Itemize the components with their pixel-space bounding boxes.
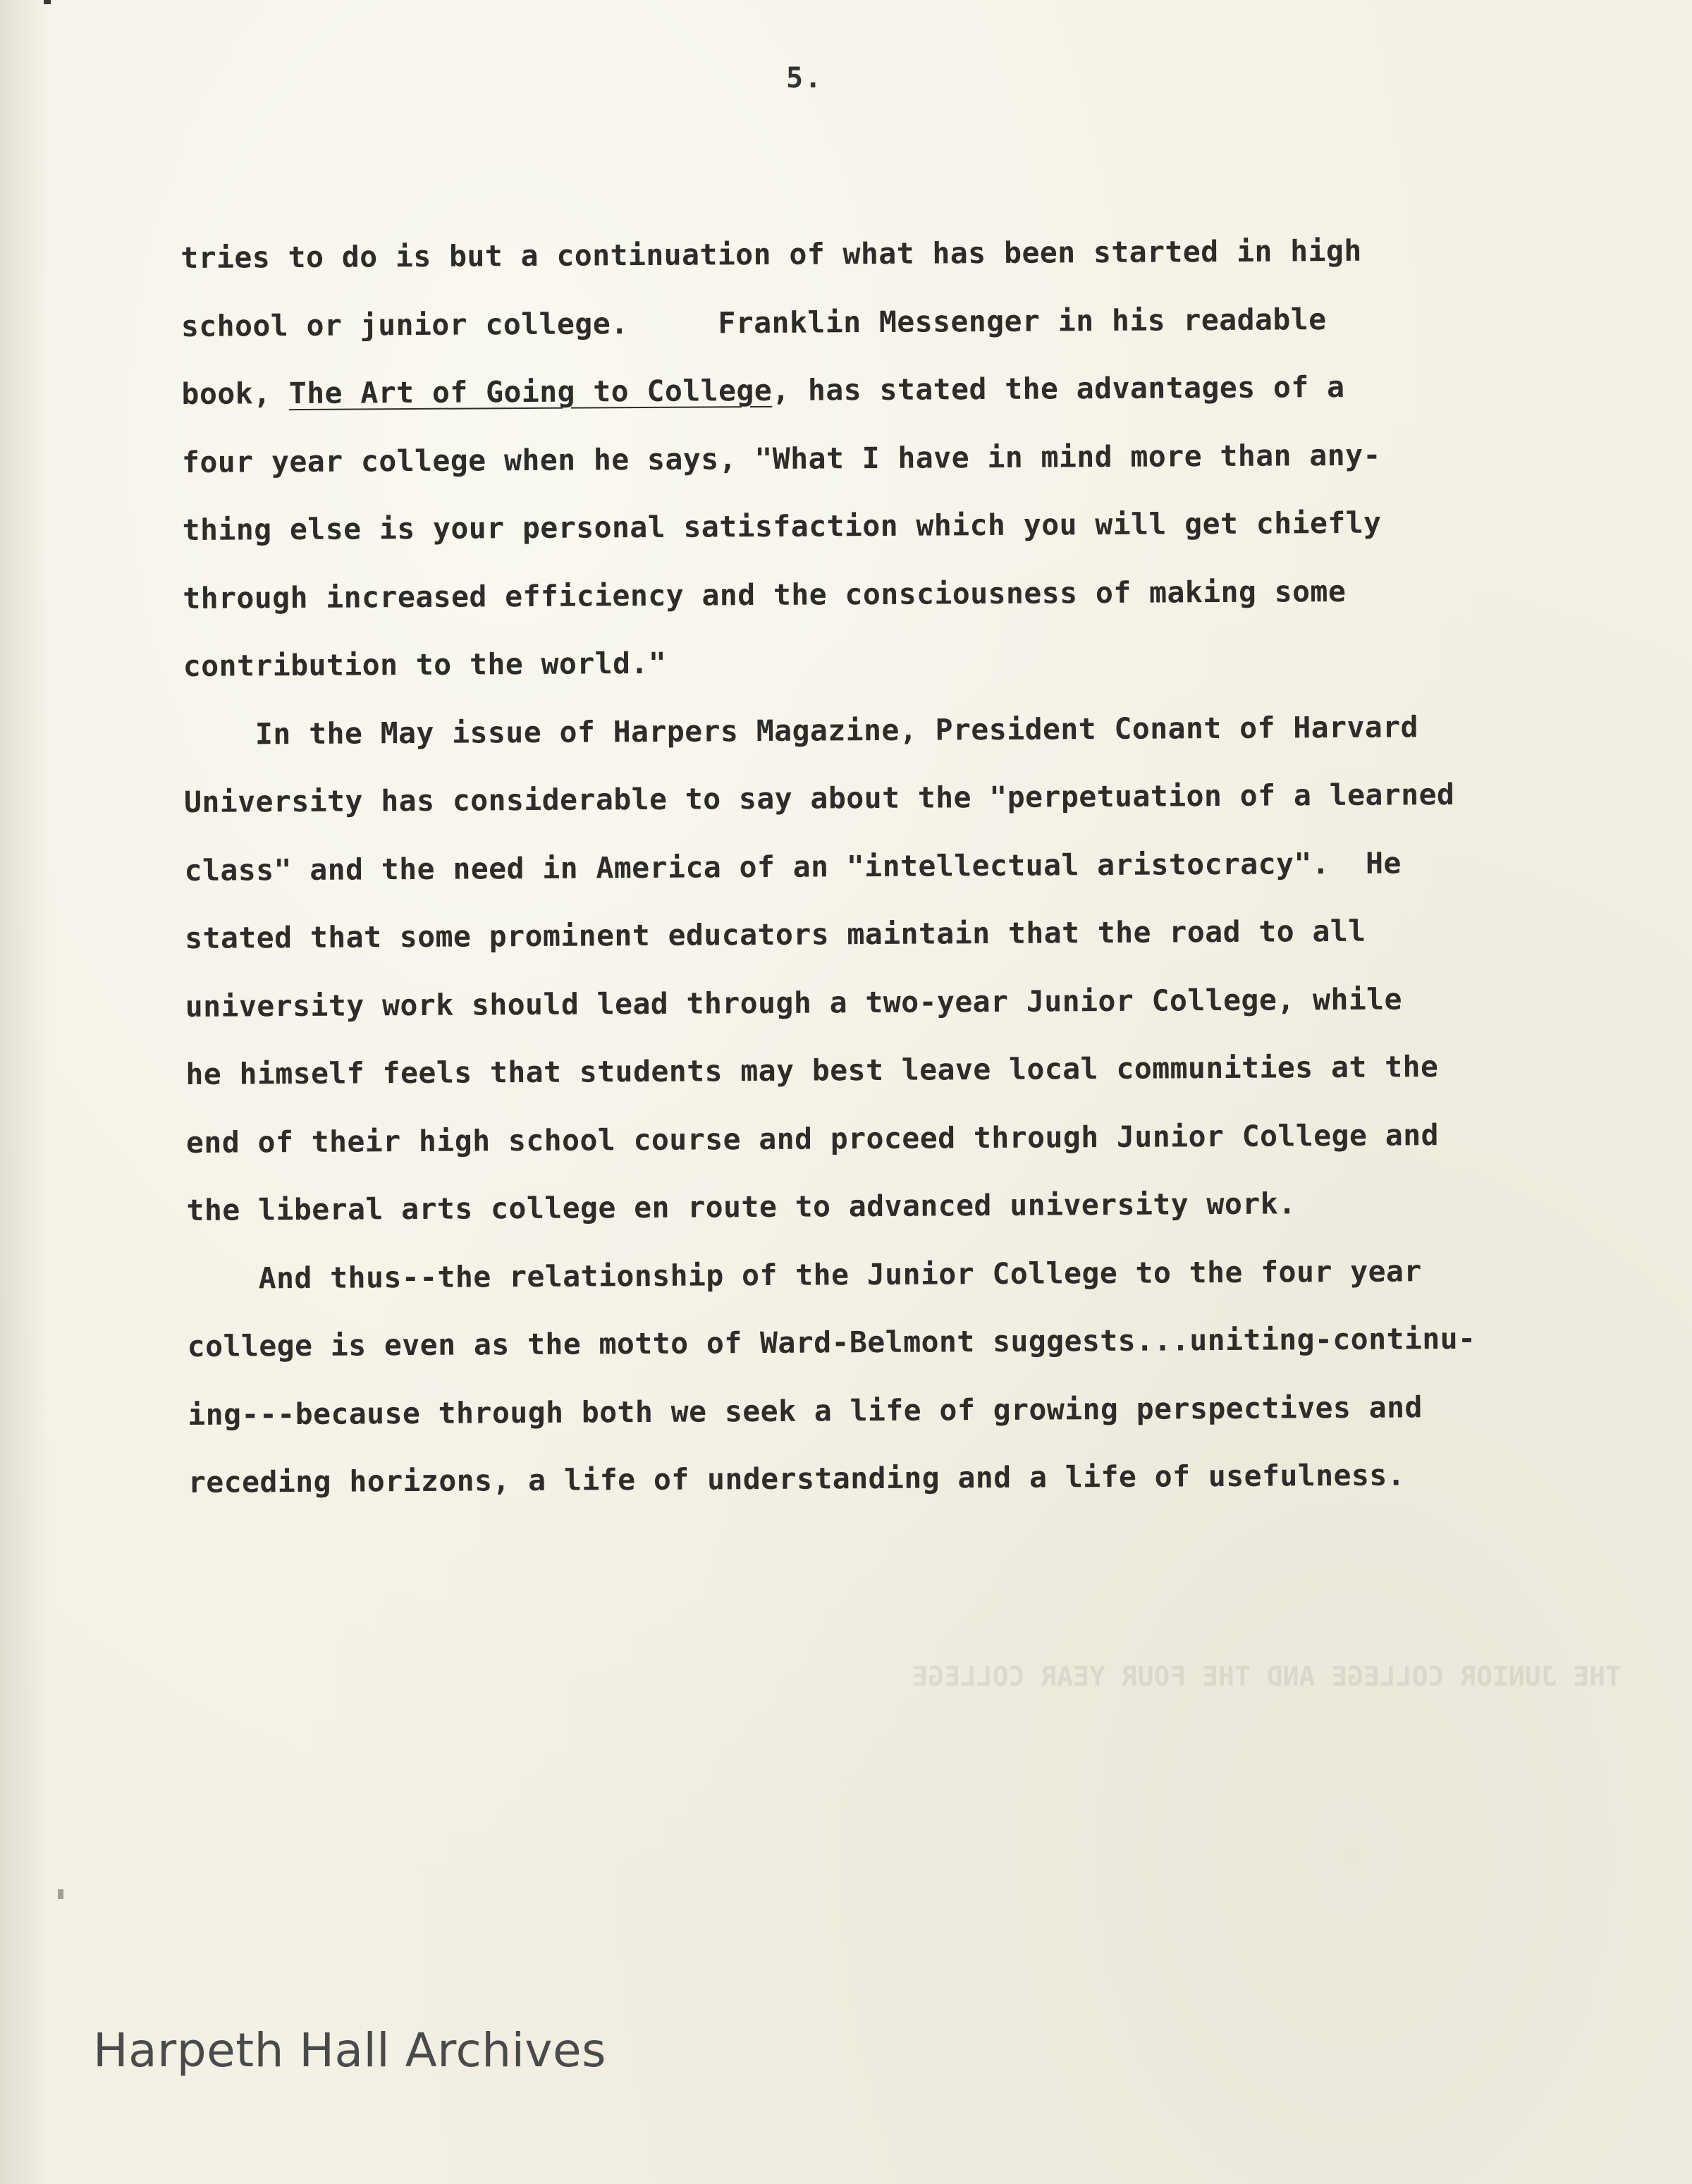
top-edge-mark [44, 0, 51, 4]
text-line: In the May issue of Harpers Magazine, President Conant of Harvard [183, 708, 1419, 751]
text-line: And thus--the relationship of the Junior College to the four year [186, 1253, 1422, 1296]
text-line: University has considerable to say about the "perpetuation of a learned [183, 776, 1455, 819]
text-segment: , has stated the advantages of a [772, 369, 1345, 407]
text-line: end of their high school course and proceed through Junior College and [185, 1117, 1440, 1160]
text-line: stated that some prominent educators maintain that the road to all [185, 913, 1366, 955]
text-line: tries to do is but a continuation of what has been started in high [180, 233, 1362, 275]
archive-watermark: Harpeth Hall Archives [93, 2023, 606, 2078]
page-number: 5. [786, 62, 823, 94]
text-line: the liberal arts college en route to advanced university work. [186, 1186, 1296, 1227]
text-line: receding horizons, a life of understanding and a life of usefulness. [188, 1457, 1406, 1499]
text-line: contribution to the world." [183, 645, 667, 683]
text-line [181, 351, 1662, 428]
text-line: school or junior college. Franklin Messenger in his readable [180, 301, 1327, 343]
text-line: class" and the need in America of an "intellectual aristocracy". He [184, 845, 1402, 888]
bleed-through-text: THE JUNIOR COLLEGE AND THE FOUR YEAR COLLEGE [912, 1661, 1622, 1692]
text-line: ing---because through both we seek a life of growing perspectives and [188, 1389, 1423, 1432]
text-line: college is even as the motto of Ward-Belmont suggests...uniting-continu- [187, 1320, 1476, 1363]
page-edge-shadow [0, 0, 49, 2184]
text-line: through increased efficiency and the consciousness of making some [183, 573, 1347, 615]
typewritten-body [180, 215, 1669, 1516]
text-segment: book, [181, 376, 289, 411]
book-title: The Art of Going to College [288, 372, 773, 411]
text-line: thing else is your personal satisfaction which you will get chiefly [182, 505, 1382, 547]
text-line: four year college when he says, "What I have in mind more than any- [181, 437, 1381, 479]
text-line: university work should lead through a two-year Junior College, while [185, 981, 1403, 1024]
text-line: he himself feels that students may best leave local communities at the [185, 1049, 1439, 1091]
paper-speck [58, 1889, 63, 1899]
